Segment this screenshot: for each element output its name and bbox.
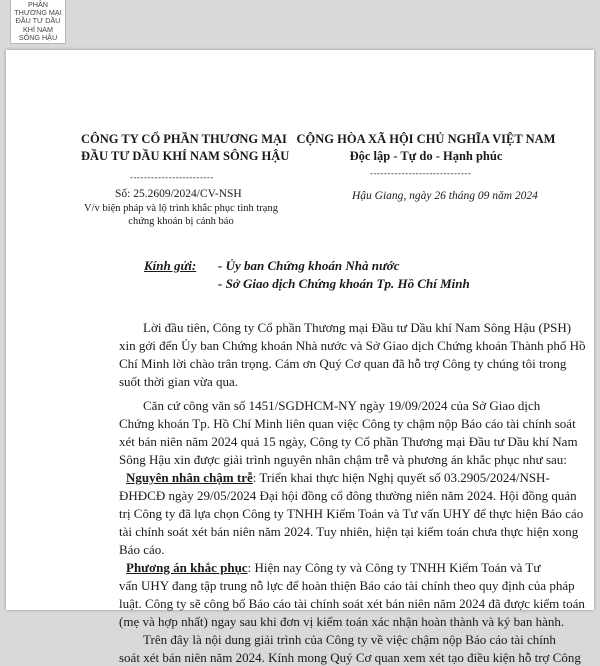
- paragraph-2-line: Chứng khoán Tp. Hồ Chí Minh liên quan việc Công ty chậm nộp Báo cáo tài chính soát: [119, 416, 576, 431]
- national-motto: Độc lập - Tự do - Hạnh phúc: [349, 149, 503, 163]
- document-page: [6, 50, 594, 665]
- subject-line1: V/v biện pháp và lộ trình khắc phục tình trạng: [84, 203, 278, 214]
- stamp-line: THƯƠNG MẠI: [14, 8, 62, 18]
- paragraph-2-line: Căn cứ công văn số 1451/SGDHCM-NY ngày 19/09/2024 của Sở Giao dịch: [143, 398, 541, 413]
- paragraph-3-line: trị Công ty đã lựa chọn Công ty TNHH Kiểm Toán và Tư vấn UHY để thực hiện Báo cáo: [119, 506, 584, 521]
- national-title: CỘNG HÒA XÃ HỘI CHỦ NGHĨA VIỆT NAM: [296, 132, 556, 146]
- stamp-line: PHÂN: [28, 0, 48, 9]
- remedy-label: Phương án khắc phục: [126, 560, 248, 575]
- paragraph-4-first-line: [126, 560, 548, 576]
- paragraph-5-line: soát xét bán niên năm 2024. Kính mong Quý Cơ quan xem xét tạo điều kiện hỗ trợ Công: [119, 650, 581, 665]
- paragraph-3-first-line: [126, 470, 548, 486]
- company-name-line2: ĐẦU TƯ DẦU KHÍ NAM SÔNG HẬU: [81, 149, 290, 163]
- company-name-line1: CÔNG TY CỔ PHẦN THƯƠNG MẠI: [81, 132, 287, 146]
- stamp-line: SÔNG HẬU: [18, 32, 58, 42]
- subject-line2: chứng khoán bị cảnh báo: [128, 216, 234, 227]
- paragraph-5-line: Trên đây là nội dung giải trình của Công ty về việc chậm nộp Báo cáo tài chính: [143, 632, 556, 647]
- paragraph-2-line: Sông Hậu xin được giải trình nguyên nhân chậm trễ và phương án khắc phục như sau:: [119, 452, 567, 467]
- document-number: Số: 25.2609/2024/CV-NSH: [115, 188, 242, 200]
- recipients-label: Kính gửi:: [144, 258, 197, 273]
- recipient-ssc: - Ủy ban Chứng khoán Nhà nước: [218, 258, 400, 273]
- recipient-hose: - Sở Giao dịch Chứng khoán Tp. Hồ Chí Minh: [218, 276, 470, 291]
- stamp-line: KHÍ NAM: [23, 24, 53, 34]
- company-seal-stamp: [10, 0, 66, 44]
- paragraph-3-line: Báo cáo.: [119, 542, 165, 557]
- paragraph-1-line: xin gởi đến Ủy ban Chứng khoán Nhà nước và Sở Giao dịch Chứng khoán Thành phố Hồ: [119, 338, 586, 353]
- left-divider: ------------------------: [130, 172, 214, 182]
- delay-reason-label: Nguyên nhân chậm trễ: [126, 470, 253, 485]
- paragraph-3-line: ĐHĐCĐ ngày 29/05/2024 Đại hội đồng cổ đông thường niên năm 2024. Hội đồng quản: [119, 488, 577, 503]
- paragraph-4-line: (mẹ và hợp nhất) ngay sau khi đơn vị kiểm toán xác nhận hoàn thành và ký ban hành.: [119, 614, 565, 629]
- paragraph-4-line: luật. Công ty sẽ công bố Báo cáo tài chính soát xét bán niên năm 2024 đã được kiểm toán: [119, 596, 585, 611]
- stamp-line: ĐẦU TƯ DẦU: [15, 16, 61, 26]
- paragraph-3-line: tài chính soát xét bán niên năm 2024. Tuy nhiên, hiện tại kiểm toán chưa thực hiện xong: [119, 524, 579, 539]
- paragraph-1-line: Chí Minh lời chào trân trọng. Cám ơn Quý Cơ quan đã hỗ trợ Công ty chúng tôi trong: [119, 356, 567, 371]
- right-divider: -----------------------------: [370, 168, 472, 178]
- remedy-text: : Hiện nay Công ty và Công ty TNHH Kiểm Toán và Tư: [247, 560, 541, 575]
- delay-reason-text: : Triển khai thực hiện Nghị quyết số 03.2905/2024/NSH-: [252, 470, 550, 485]
- paragraph-2-line: xét bán niên năm 2024 quá 15 ngày, Công ty Cổ phần Thương mại Đầu tư Dầu khí Nam: [119, 434, 578, 449]
- document-date: Hậu Giang, ngày 26 tháng 09 năm 2024: [352, 190, 538, 202]
- paragraph-4-line: vấn UHY đang tập trung nỗ lực để hoàn thiện Báo cáo tài chính theo quy định của pháp: [119, 578, 575, 593]
- paragraph-1-line: suốt thời gian vừa qua.: [119, 374, 238, 389]
- paragraph-1-line: Lời đầu tiên, Công ty Cổ phần Thương mại Đầu tư Dầu khí Nam Sông Hậu (PSH): [143, 320, 572, 335]
